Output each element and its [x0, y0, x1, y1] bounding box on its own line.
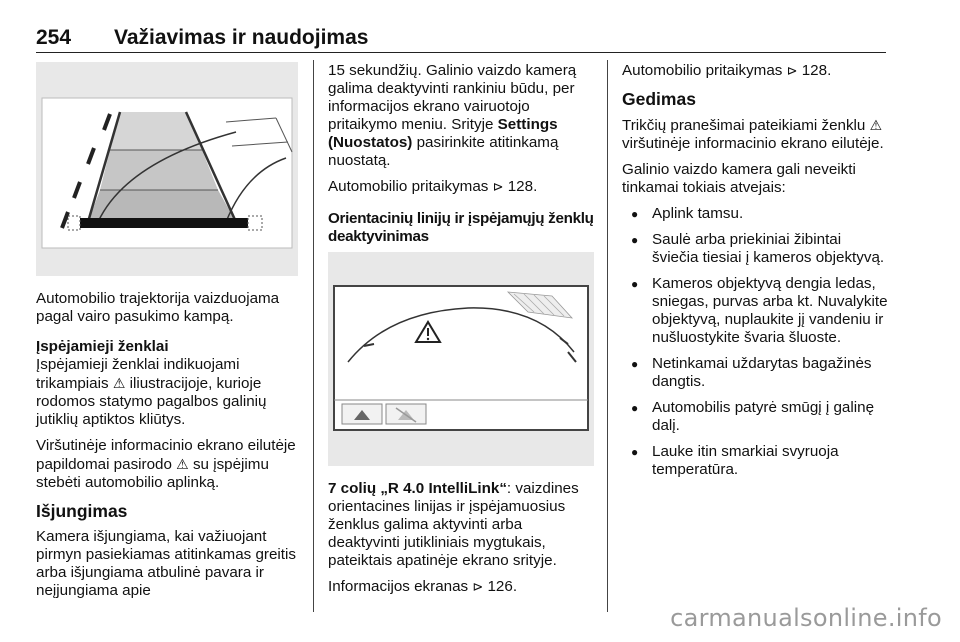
column-divider: [313, 60, 314, 612]
intellilink-screen-illustration: [328, 252, 594, 466]
warning-signs-paragraph-1: Įspėjamieji ženklai indikuojami trikampiais ⚠ iliustracijoje, kurioje rodomos statymo pagalbos galinių jutiklių aptiktos kliūtys.: [36, 356, 267, 428]
fault-causes-list: [622, 205, 888, 479]
page-header: [36, 22, 886, 53]
page-ref-link[interactable]: 128: [507, 178, 534, 195]
vehicle-personalisation-ref: Automobilio pritaikymas ⊳ 128.: [622, 62, 832, 79]
column-2: [328, 62, 594, 604]
column-3: [622, 62, 888, 487]
trajectory-figure: [36, 62, 298, 276]
warning-triangle-icon: ⚠: [176, 456, 189, 472]
guidelines-deactivation-heading: Orientacinių linijų ir įspėjamųjų ženklų deaktyvinimas: [328, 210, 594, 245]
page-ref-arrow-icon: ⊳: [786, 63, 798, 78]
settings-menu-label: Settings (Nuostatos): [328, 116, 558, 151]
page-ref-link[interactable]: 126: [487, 578, 513, 595]
switch-off-heading: Išjungimas: [36, 501, 128, 521]
warning-triangle-icon: ⚠: [112, 375, 126, 391]
warning-signs-heading: Įspėjamieji ženklai: [36, 338, 169, 355]
column-1: [36, 62, 298, 608]
intellilink-screen-figure: [328, 252, 594, 466]
trajectory-illustration: [36, 62, 298, 276]
fault-paragraph-1: Trikčių pranešimai pateikiami ženklu ⚠ viršutinėje informacinio ekrano eilutėje.: [622, 117, 884, 152]
figure-caption: Automobilio trajektorija vaizduojama pagal vairo pasukimo kampą.: [36, 290, 280, 325]
watermark: carmanualsonline.info: [670, 604, 942, 632]
list-item: ● Saulė arba priekiniai žibintai šviečia tiesiai į kameros objektyvą.: [622, 231, 888, 267]
list-item: ● Automobilis patyrė smūgį į galinę dalį.: [622, 399, 888, 435]
deactivation-paragraph: 15 sekundžių. Galinio vaizdo kamerą galima deaktyvinti rankiniu būdu, per informacijos ekrano vairuotojo pritaikymo meniu. Srityje Settings (Nuostatos) pasirinkite atitinkamą nuostatą.: [328, 62, 577, 169]
warning-triangle-icon: ⚠: [869, 117, 883, 133]
column-divider: [607, 60, 608, 612]
page-ref-arrow-icon: ⊳: [492, 179, 504, 194]
list-item: ● Aplink tamsu.: [622, 205, 888, 223]
intellilink-model-label: 7 colių „R 4.0 IntelliLink“: [328, 480, 507, 497]
fault-heading: Gedimas: [622, 89, 696, 109]
page-ref-link[interactable]: 128: [801, 62, 828, 79]
intellilink-paragraph: 7 colių „R 4.0 IntelliLink“: vaizdines orientacines linijas ir įspėjamuosius ženklus galima aktyvinti arba deaktyvinti jutikliniais mygtukais, pateiktais apatinėje ekrano srityje.: [328, 480, 579, 569]
list-item: ● Netinkamai uždarytas bagažinės dangtis.: [622, 355, 888, 391]
info-display-ref: Informacijos ekranas ⊳ 126.: [328, 578, 518, 595]
list-item: ● Kameros objektyvą dengia ledas, sniegas, purvas arba kt. Nuvalykite objektyvą, nuplaukite jį vandeniu ir nušluostykite švaria šluoste.: [622, 275, 888, 347]
warning-signs-paragraph-2: Viršutinėje informacinio ekrano eilutėje papildomai pasirodo ⚠ su įspėjimu stebėti automobilio aplinką.: [36, 437, 296, 491]
fault-paragraph-2: Galinio vaizdo kamera gali neveikti tinkamai tokiais atvejais:: [622, 161, 856, 196]
switch-off-paragraph: Kamera išjungiama, kai važiuojant pirmyn pasiekiamas atitinkamas greitis arba išjungiama atbulinė pavara ir neįjungiama apie: [36, 528, 296, 599]
list-item: ● Lauke itin smarkiai svyruoja temperatūra.: [622, 443, 888, 479]
page-ref-arrow-icon: ⊳: [472, 579, 484, 594]
page-title: Važiavimas ir naudojimas: [114, 26, 369, 49]
vehicle-personalisation-ref: Automobilio pritaikymas ⊳ 128.: [328, 178, 538, 195]
page-number: 254: [36, 26, 72, 49]
